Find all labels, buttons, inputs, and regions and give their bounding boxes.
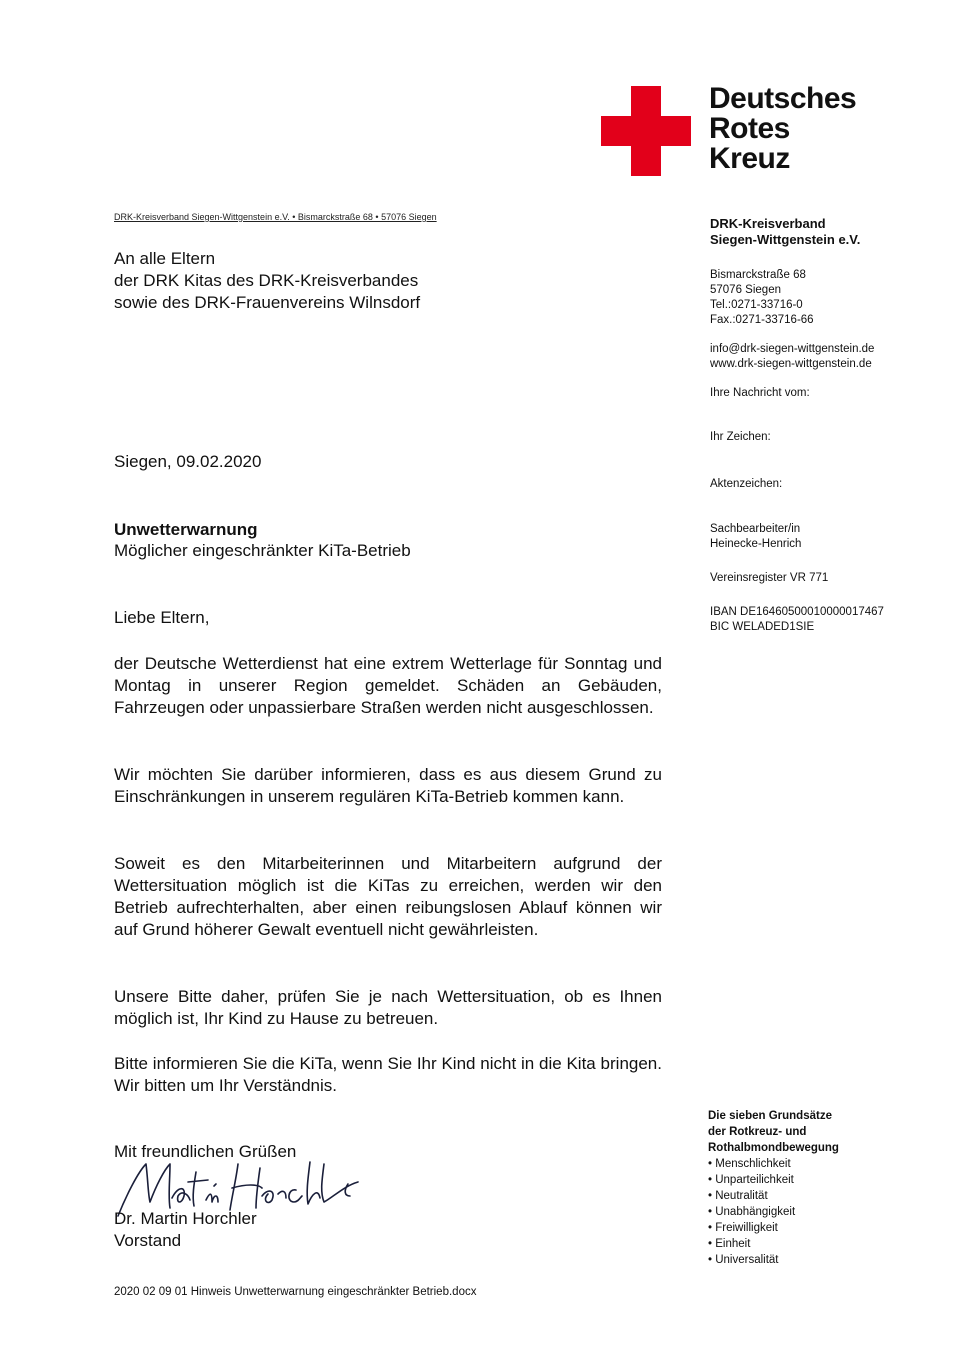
sidebar-contact [710, 342, 945, 372]
body-paragraph: Soweit es den Mitarbeiterinnen und Mitarbeitern aufgrund der Wettersituation möglich ist die KiTas zu erreichen, werden wir den Betrieb aufrechterhalten, aber einen reibungslosen Ablauf können wir auf Grund höherer Gewalt eventuell nicht gewährleisten. [114, 854, 662, 939]
closing-phrase: Mit freundlichen Grüßen [114, 1142, 297, 1161]
bank-iban: IBAN DE16460500010000017467 [710, 606, 884, 618]
principle-item: • Neutralität [708, 1188, 948, 1204]
recipient-line-3: sowie des DRK-Frauenvereins Wilnsdorf [114, 293, 421, 312]
address-street: Bismarckstraße 68 [710, 269, 806, 281]
principle-item: • Universalität [708, 1252, 948, 1268]
vereinsregister: Vereinsregister VR 771 [710, 572, 829, 584]
sachbearbeiter-name: Heinecke-Henrich [710, 538, 802, 550]
principle-item: • Freiwilligkeit [708, 1220, 948, 1236]
subject-subtitle: Möglicher eingeschränkter KiTa-Betrieb [114, 541, 411, 560]
body-paragraph: der Deutsche Wetterdienst hat eine extrem Wetterlage für Sonntag und Montag in unserer Region gemeldet. Schäden an Gebäuden, Fahrzeugen oder unpassierbare Straßen werden nicht ausgeschlossen. [114, 654, 662, 717]
address-city: 57076 Siegen [710, 284, 781, 296]
cross-horizontal-bar [601, 116, 691, 146]
recipient-line-2: der DRK Kitas des DRK-Kreisverbandes [114, 271, 419, 290]
principles-heading-3: Rothalbmondbewegung [708, 1142, 839, 1154]
body-paragraph: Wir möchten Sie darüber informieren, dass es aus diesem Grund zu Einschränkungen in unserem regulären KiTa-Betrieb kommen kann. [114, 765, 662, 806]
contact-website: www.drk-siegen-wittgenstein.de [710, 358, 872, 370]
principle-item: • Unabhängigkeit [708, 1204, 948, 1220]
salutation: Liebe Eltern, [114, 608, 210, 627]
sender-info-sidebar [710, 216, 945, 635]
principle-item: • Einheit [708, 1236, 948, 1252]
logo-line-3: Kreuz [709, 142, 790, 175]
body-paragraph: Bitte informieren Sie die KiTa, wenn Sie Ihr Kind nicht in die Kita bringen. Wir bitten um Ihr Verständnis. [114, 1054, 662, 1095]
subject-title: Unwetterwarnung [114, 520, 258, 539]
sachbearbeiter-label: Sachbearbeiter/in [710, 523, 801, 535]
red-cross-icon [601, 86, 691, 176]
contact-email: info@drk-siegen-wittgenstein.de [710, 343, 875, 355]
logo-line-1: Deutsches [709, 82, 857, 115]
bank-bic: BIC WELADED1SIE [710, 621, 815, 633]
org-line-1: DRK-Kreisverband [710, 216, 826, 231]
document-filename: 2020 02 09 01 Hinweis Unwetterwarnung eingeschränkter Betrieb.docx [114, 1286, 477, 1298]
principle-item: • Unparteilichkeit [708, 1172, 948, 1188]
ihre-nachricht-label: Ihre Nachricht vom: [710, 387, 810, 399]
bank-details [710, 605, 945, 635]
sachbearbeiter-block [710, 522, 945, 552]
logo-line-2: Rotes [709, 112, 790, 145]
address-fax: Fax.:0271-33716-66 [710, 314, 814, 326]
signer-role: Vorstand [114, 1231, 182, 1250]
principles-heading-1: Die sieben Grundsätze [708, 1110, 832, 1122]
logo-wordmark [709, 84, 856, 174]
sender-address-line: DRK-Kreisverband Siegen-Wittgenstein e.V. • Bismarckstraße 68 • 57076 Siegen [114, 212, 437, 222]
org-line-2: Siegen-Wittgenstein e.V. [710, 232, 861, 247]
body-paragraph: Unsere Bitte daher, prüfen Sie je nach Wettersituation, ob es Ihnen möglich ist, Ihr Kind zu Hause zu betreuen. [114, 987, 662, 1028]
sidebar-org-name [710, 216, 945, 248]
address-phone: Tel.:0271-33716-0 [710, 299, 803, 311]
principles-heading-2: der Rotkreuz- und [708, 1126, 807, 1138]
letter-date: Siegen, 09.02.2020 [114, 452, 262, 471]
signer-name: Dr. Martin Horchler [114, 1209, 257, 1228]
principles-box [708, 1108, 948, 1268]
principle-item: • Menschlichkeit [708, 1156, 948, 1172]
letter-subject [114, 519, 411, 561]
drk-logo [601, 82, 881, 178]
recipient-line-1: An alle Eltern [114, 249, 216, 268]
aktenzeichen-label: Aktenzeichen: [710, 478, 783, 490]
recipient-block [114, 248, 420, 314]
ihr-zeichen-label: Ihr Zeichen: [710, 431, 771, 443]
signer-block [114, 1208, 257, 1252]
sidebar-address [710, 268, 945, 328]
principles-list [708, 1156, 948, 1268]
